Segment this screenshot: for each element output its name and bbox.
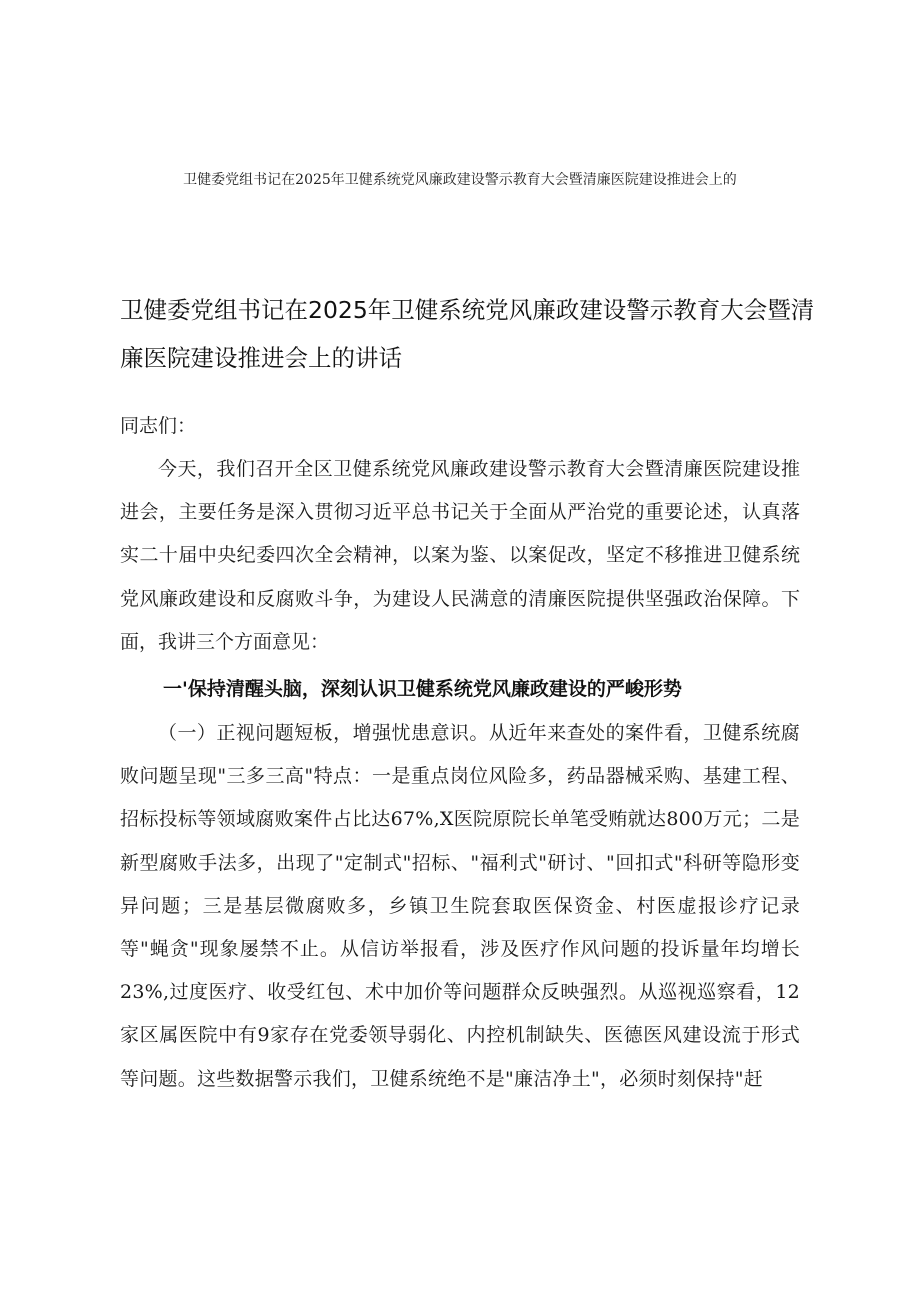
document-title: 卫健委党组书记在2025年卫健系统党风廉政建设警示教育大会暨清廉医院建设推进会上的讲话 [120,296,815,372]
section-heading: 一'保持清醒头脑，深刻认识卫健系统党风廉政建设的严峻形势 [163,678,682,700]
salutation: 同志们： [120,415,197,437]
body-paragraph: （一）正视问题短板，增强忧患意识。从近年来查处的案件看，卫健系统腐败问题呈现"三多三高"特点：一是重点岗位风险多，药品器械采购、基建工程、招标投标等领域腐败案件占比达67%,X医院原院长单笔受贿就达800万元；二是新型腐败手法多，出现了"定制式"招标、"福利式"研讨、"回扣式"科研等隐形变异问题；三是基层微腐败多，乡镇卫生院套取医保资金、村医虚报诊疗记录等"蝇贪"现象屡禁不止。从信访举报看，涉及医疗作风问题的投诉量年均增长23%,过度医疗、收受红包、术中加价等问题群众反映强烈。从巡视巡察看，12家区属医院中有9家存在党委领导弱化、内控机制缺失、医德医风建设流于形式等问题。这些数据警示我们，卫健系统绝不是"廉洁净土"，必须时刻保持"赶 [120,722,800,1090]
running-head: 卫健委党组书记在2025年卫健系统党风廉政建设警示教育大会暨清廉医院建设推进会上的 [183,172,737,188]
intro-paragraph: 今天，我们召开全区卫健系统党风廉政建设警示教育大会暨清廉医院建设推进会，主要任务是深入贯彻习近平总书记关于全面从严治党的重要论述，认真落实二十届中央纪委四次全会精神，以案为鉴、以案促改，坚定不移推进卫健系统党风廉政建设和反腐败斗争，为建设人民满意的清廉医院提供坚强政治保障。下面，我讲三个方面意见： [120,458,800,653]
